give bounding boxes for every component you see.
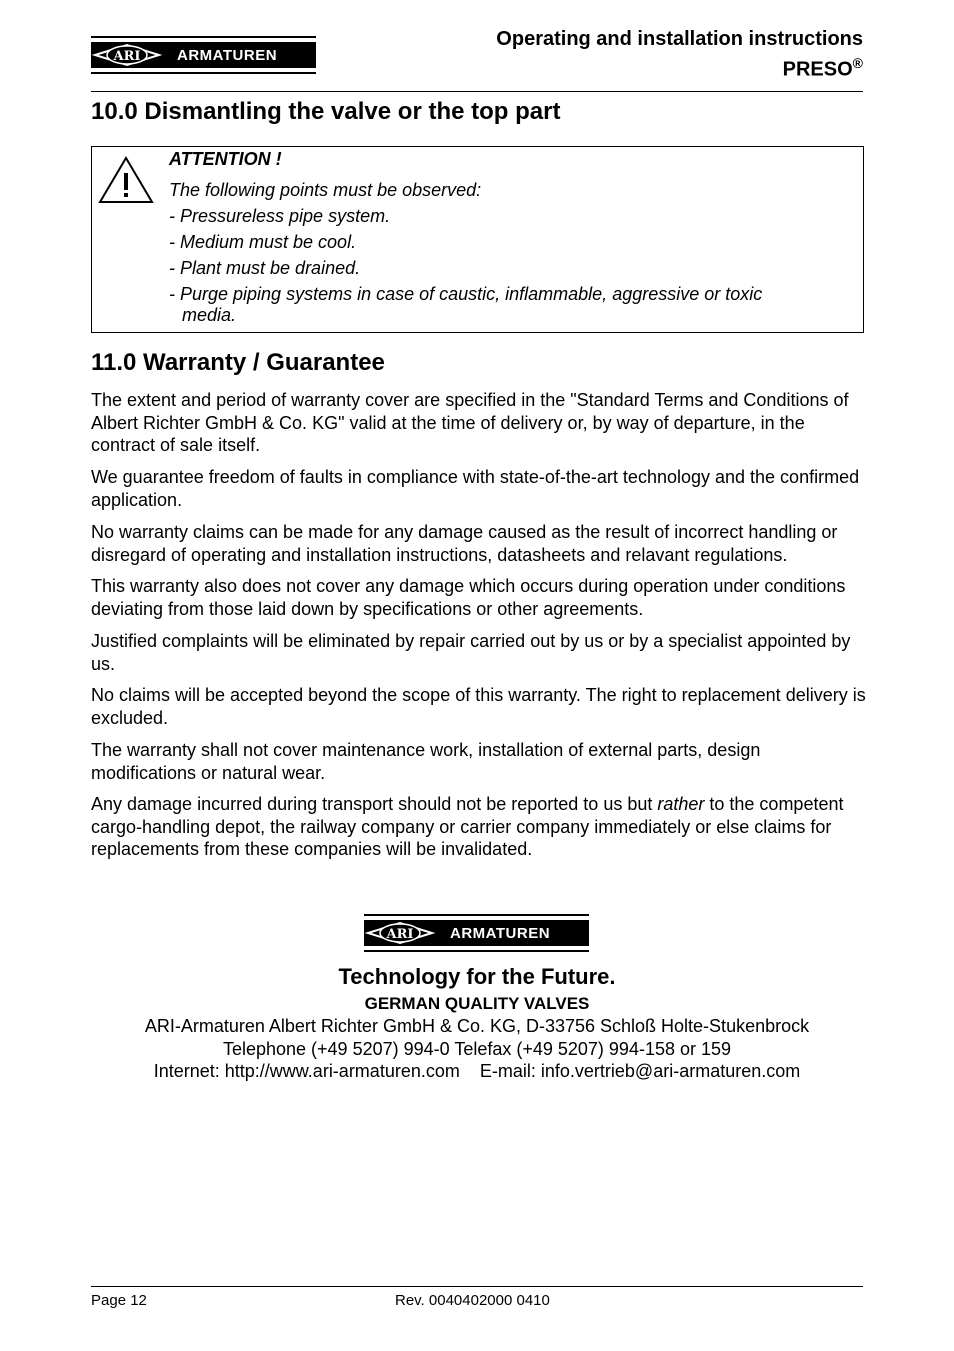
company-phone: Telephone (+49 5207) 994-0 Telefax (+49 5207) 994-158 or 159 xyxy=(222,1039,732,1059)
attention-box xyxy=(91,146,864,333)
title-line-2 xyxy=(496,51,863,82)
company-address: ARI-Armaturen Albert Richter GmbH & Co. KG, D-33756 Schloß Holte-Stukenbrock xyxy=(144,1016,810,1036)
product-name: PRESO xyxy=(782,58,853,81)
attention-intro: The following points must be observed: xyxy=(169,180,482,200)
logo-text: ARMATUREN xyxy=(450,925,551,942)
section-11-heading: 11.0 Warranty / Guarantee xyxy=(91,349,385,376)
logo-text: ARMATUREN xyxy=(177,47,278,64)
warning-icon xyxy=(97,155,155,205)
attention-item: - Pressureless pipe system. xyxy=(169,206,391,226)
company-logo xyxy=(91,36,316,74)
attention-item: - Medium must be cool. xyxy=(169,232,357,252)
logo-badge-text: ARI xyxy=(113,49,141,64)
warranty-paragraph: Justified complaints will be eliminated by repair carried out by us or by a specialist appointed by us. xyxy=(91,631,851,674)
header-divider xyxy=(91,91,863,92)
warranty-paragraph: We guarantee freedom of faults in compliance with state-of-the-art technology and the confirmed application. xyxy=(91,467,860,510)
title-line-1: Operating and installation instructions xyxy=(496,28,863,50)
company-email: E-mail: info.vertrieb@ari-armaturen.com xyxy=(479,1061,801,1081)
transport-damage-paragraph xyxy=(91,793,866,861)
company-internet: Internet: http://www.ari-armaturen.com xyxy=(153,1061,460,1081)
attention-item-continued: media. xyxy=(182,305,237,325)
attention-item: - Purge piping systems in case of caustic, inflammable, aggressive or toxic xyxy=(169,284,763,304)
warranty-paragraph: This warranty also does not cover any damage which occurs during operation under conditions deviating from those laid down by specifications or other agreements. xyxy=(91,576,846,619)
document-title xyxy=(496,27,863,82)
revision-number: Rev. 0040402000 0410 xyxy=(395,1292,550,1309)
logo-badge-text: ARI xyxy=(386,927,414,942)
attention-title: ATTENTION ! xyxy=(169,149,282,169)
warranty-paragraph: No warranty claims can be made for any damage caused as the result of incorrect handling or disregard of operating and installation instructions, datasheets and relavant regulations. xyxy=(91,522,838,565)
section-10-heading: 10.0 Dismantling the valve or the top part xyxy=(91,98,561,125)
text-run: to the competent cargo-handling depot, the railway company or carrier company immediately or else claims for replacements from these companies will be invalidated. xyxy=(91,794,844,859)
attention-item: - Plant must be drained. xyxy=(169,258,361,278)
company-slogan: Technology for the Future. xyxy=(338,964,616,989)
company-tagline: GERMAN QUALITY VALVES xyxy=(364,994,590,1013)
emphasis-text: rather xyxy=(657,794,705,814)
registered-mark: ® xyxy=(852,55,863,71)
company-contact xyxy=(0,1061,954,1082)
text-run: Any damage incurred during transport should not be reported to us but xyxy=(91,794,658,814)
page-number: Page 12 xyxy=(91,1292,147,1309)
company-logo-footer xyxy=(364,914,589,952)
footer-divider xyxy=(91,1286,863,1287)
warranty-paragraph: The extent and period of warranty cover are specified in the "Standard Terms and Conditions of Albert Richter GmbH & Co. KG" valid at the time of delivery or, by way of departure, in the contract of sale itself. xyxy=(91,390,849,455)
warranty-paragraph: The warranty shall not cover maintenance work, installation of external parts, design modifications or natural wear. xyxy=(91,740,761,783)
warranty-paragraph: No claims will be accepted beyond the scope of this warranty. The right to replacement delivery is excluded. xyxy=(91,685,866,728)
